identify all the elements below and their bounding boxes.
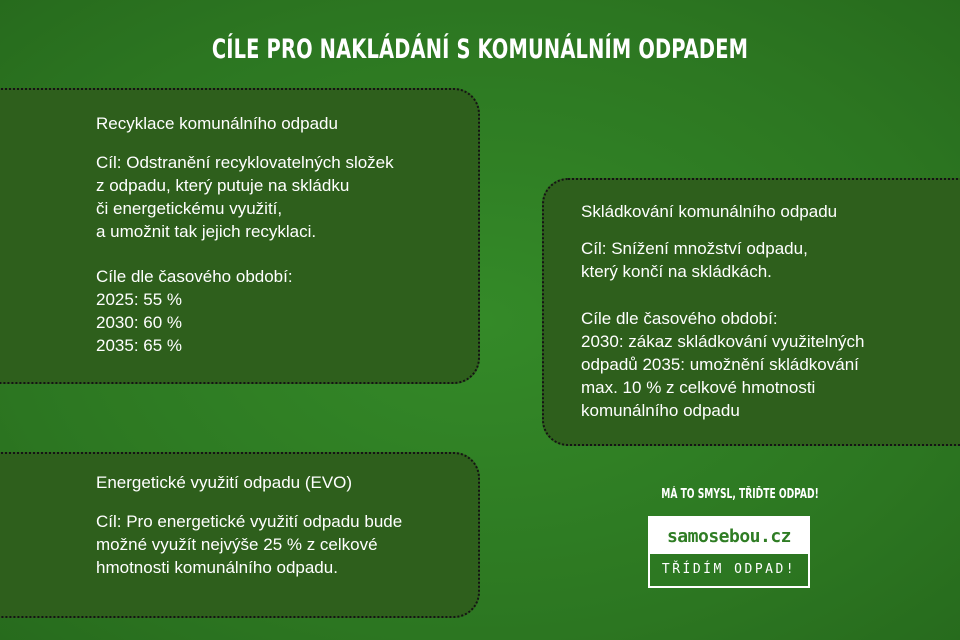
recycling-target-2035: 2035: 65 % — [96, 336, 183, 355]
landfill-goal: Cíl: Snížení množství odpadu, který končí na skládkách. — [581, 239, 808, 281]
landfill-targets: 2030: zákaz skládkování využitelných odpadů 2035: umožnění skládkování max. 10 % z celkové hmotnosti komunálního odpadu — [581, 332, 865, 420]
slogan: MÁ TO SMYSL, TŘIĎTE ODPAD! — [661, 487, 819, 502]
landfill-heading: Skládkování komunálního odpadu — [581, 202, 838, 221]
energy-heading: Energetické využití odpadu (EVO) — [96, 473, 353, 492]
samosebou-logo[interactable] — [648, 516, 810, 588]
logo-tagline: TŘÍDÍM ODPAD! — [648, 554, 810, 588]
recycling-goal: Cíl: Odstranění recyklovatelných složek z odpadu, který putuje na skládku či energetickému využití, a umožnit tak jejich recyklaci. — [96, 153, 394, 241]
recycling-heading: Recyklace komunálního odpadu — [96, 114, 338, 133]
energy-goal: Cíl: Pro energetické využití odpadu bude možné využít nejvýše 25 % z celkové hmotnosti komunálního odpadu. — [96, 512, 403, 577]
landfill-period-label: Cíle dle časového období: — [581, 309, 778, 328]
page-title: CÍLE PRO NAKLÁDÁNÍ S KOMUNÁLNÍM ODPADEM — [211, 34, 749, 65]
logo-name: samosebou.cz — [648, 516, 810, 554]
recycling-period-label: Cíle dle časového období: — [96, 267, 293, 286]
recycling-target-2030: 2030: 60 % — [96, 313, 183, 332]
recycling-target-2025: 2025: 55 % — [96, 290, 183, 309]
